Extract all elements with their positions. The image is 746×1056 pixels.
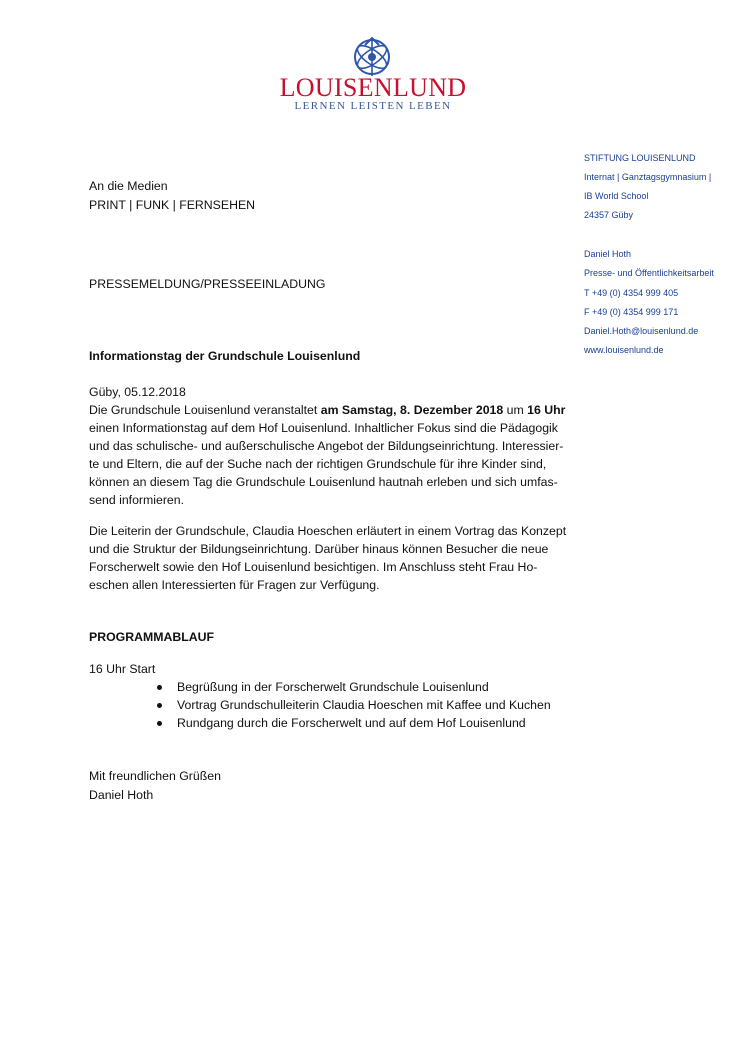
sidebar-line-4: 24357 Güby — [584, 210, 634, 220]
para2-line-1: Die Leiterin der Grundschule, Claudia Hoeschen erläutert in einem Vortrag das Konzept — [89, 524, 567, 538]
sidebar-email-link[interactable]: Daniel.Hoth@louisenlund.de — [584, 326, 699, 336]
para2-line-4: eschen allen Interessierten für Fragen zur Verfügung. — [89, 578, 380, 592]
sidebar-web-link[interactable]: www.louisenlund.de — [584, 345, 664, 355]
bullet-icon — [157, 721, 162, 726]
intro-line-6: send informieren. — [89, 493, 185, 507]
list-item — [157, 678, 627, 696]
sidebar-contact-role: Presse- und Öffentlichkeitsarbeit — [584, 268, 714, 278]
program-list — [157, 678, 627, 732]
para2-line-3: Forscherwelt sowie den Hof Louisenlund besichtigen. Im Anschluss steht Frau Ho- — [89, 560, 538, 574]
list-item — [157, 696, 627, 714]
intro-text: Die Grundschule Louisenlund veranstaltet — [89, 403, 321, 417]
sidebar-line-3: IB World School — [584, 191, 649, 201]
event-time: 16 Uhr — [527, 403, 566, 417]
program-item-text: Vortrag Grundschulleiterin Claudia Hoeschen mit Kaffee und Kuchen — [177, 698, 551, 712]
document-type: PRESSEMELDUNG/PRESSEEINLADUNG — [89, 277, 326, 291]
event-date: am Samstag, 8. Dezember 2018 — [320, 403, 504, 417]
sidebar-org: STIFTUNG LOUISENLUND — [584, 153, 696, 163]
intro-line-2: einen Informationstag auf dem Hof Louisenlund. Inhaltlicher Fokus sind die Pädagogik — [89, 421, 558, 435]
para2-line-2: und die Struktur der Bildungseinrichtung. Darüber hinaus können Besucher die neue — [89, 542, 549, 556]
logo-wordmark: LOUISENLUND — [279, 73, 467, 102]
sidebar-line-2: Internat | Ganztagsgymnasium | — [584, 172, 712, 182]
second-paragraph — [89, 522, 629, 594]
intro-line-3: und das schulische- und außerschulische Angebot der Bildungseinrichtung. Interessier- — [89, 439, 564, 453]
program-start: 16 Uhr Start — [89, 662, 156, 676]
closing-greeting: Mit freundlichen Grüßen — [89, 769, 221, 783]
sidebar-contact-name: Daniel Hoth — [584, 249, 632, 259]
sidebar-fax: F +49 (0) 4354 999 171 — [584, 307, 679, 317]
intro-line-1 — [89, 401, 629, 419]
sidebar-phone: T +49 (0) 4354 999 405 — [584, 288, 679, 298]
program-heading: PROGRAMMABLAUF — [89, 630, 215, 644]
bullet-icon — [157, 685, 162, 690]
list-item — [157, 714, 627, 732]
intro-line-4: te und Eltern, die auf der Suche nach der richtigen Grundschule für ihre Kinder sind, — [89, 457, 547, 471]
bullet-icon — [157, 703, 162, 708]
dateline: Güby, 05.12.2018 — [89, 385, 186, 399]
signature: Daniel Hoth — [89, 788, 154, 802]
headline: Informationstag der Grundschule Louisenlund — [89, 349, 361, 363]
intro-line-5: können an diesem Tag die Grundschule Louisenlund hautnah erleben und sich umfas- — [89, 475, 558, 489]
recipient-line-1: An die Medien — [89, 179, 168, 193]
louisenlund-emblem-icon — [351, 36, 393, 76]
program-item-text: Begrüßung in der Forscherwelt Grundschule Louisenlund — [177, 680, 489, 694]
intro-text: um — [503, 403, 528, 417]
logo-tagline: LERNEN LEISTEN LEBEN — [294, 100, 452, 112]
recipient-line-2: PRINT | FUNK | FERNSEHEN — [89, 198, 256, 212]
program-item-text: Rundgang durch die Forscherwelt und auf dem Hof Louisenlund — [177, 716, 526, 730]
intro-paragraph — [89, 383, 629, 509]
